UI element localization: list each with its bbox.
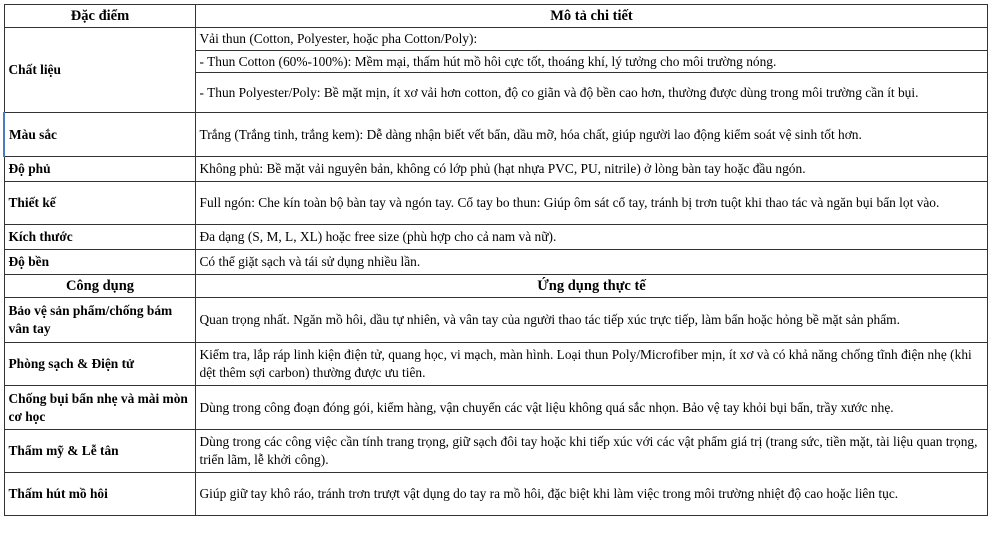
material-line-1[interactable]: Vải thun (Cotton, Polyester, hoặc pha Cotton/Poly): xyxy=(195,28,987,51)
feature-desc[interactable]: Có thể giặt sạch và tái sử dụng nhiều lần. xyxy=(195,250,987,275)
usage-desc[interactable]: Giúp giữ tay khô ráo, tránh trơn trượt vật dụng do tay ra mồ hôi, đặc biệt khi làm việc trong môi trường nhiệt độ cao hoặc liên tục. xyxy=(195,473,987,516)
feature-desc[interactable]: Full ngón: Che kín toàn bộ bàn tay và ngón tay. Cổ tay bo thun: Giúp ôm sát cổ tay, tránh bị trơn tuột khi thao tác và ngăn bụi bẩn lọt vào. xyxy=(195,182,987,225)
feature-label[interactable]: Kích thước xyxy=(4,225,195,250)
header-feature[interactable]: Đặc điểm xyxy=(4,5,195,28)
usage-label[interactable]: Thẩm mỹ & Lễ tân xyxy=(4,430,195,473)
usage-label[interactable]: Bảo vệ sản phẩm/chống bám vân tay xyxy=(4,298,195,343)
feature-desc[interactable]: Đa dạng (S, M, L, XL) hoặc free size (phù hợp cho cả nam và nữ). xyxy=(195,225,987,250)
material-label[interactable]: Chất liệu xyxy=(4,28,195,113)
header-application[interactable]: Ứng dụng thực tế xyxy=(195,275,987,298)
table-row xyxy=(4,473,987,516)
uses-header-row xyxy=(4,275,987,298)
glove-spec-table xyxy=(3,4,988,516)
table-row xyxy=(4,182,987,225)
usage-label[interactable]: Thấm hút mồ hôi xyxy=(4,473,195,516)
table-row xyxy=(4,343,987,386)
usage-desc[interactable]: Dùng trong công đoạn đóng gói, kiểm hàng, vận chuyển các vật liệu không quá sắc nhọn. Bảo vệ tay khỏi bụi bẩn, trầy xước nhẹ. xyxy=(195,386,987,430)
feature-label[interactable]: Thiết kế xyxy=(4,182,195,225)
feature-label[interactable]: Độ phủ xyxy=(4,157,195,182)
table-row xyxy=(4,225,987,250)
header-description[interactable]: Mô tả chi tiết xyxy=(195,5,987,28)
usage-desc[interactable]: Quan trọng nhất. Ngăn mồ hôi, dầu tự nhiên, và vân tay của người thao tác tiếp xúc trực tiếp, làm bẩn hoặc hỏng bề mặt sản phẩm. xyxy=(195,298,987,343)
material-row-1 xyxy=(4,28,987,51)
material-line-3[interactable]: - Thun Polyester/Poly: Bề mặt mịn, ít xơ vải hơn cotton, độ co giãn và độ bền cao hơn, thường được dùng trong môi trường cần ít bụi. xyxy=(195,73,987,113)
table-row xyxy=(4,157,987,182)
feature-desc[interactable]: Không phủ: Bề mặt vải nguyên bản, không có lớp phủ (hạt nhựa PVC, PU, nitrile) ở lòng bàn tay hoặc đầu ngón. xyxy=(195,157,987,182)
usage-desc[interactable]: Kiểm tra, lắp ráp linh kiện điện tử, quang học, vi mạch, màn hình. Loại thun Poly/Microfiber mịn, ít xơ và có khả năng chống tĩnh điện nhẹ (khi dệt thêm sợi carbon) thường được ưu tiên. xyxy=(195,343,987,386)
feature-desc[interactable]: Trắng (Trắng tinh, trắng kem): Dễ dàng nhận biết vết bẩn, dầu mỡ, hóa chất, giúp người lao động kiểm soát vệ sinh tốt hơn. xyxy=(195,113,987,157)
features-header-row xyxy=(4,5,987,28)
header-usage[interactable]: Công dụng xyxy=(4,275,195,298)
usage-label[interactable]: Chống bụi bẩn nhẹ và mài mòn cơ học xyxy=(4,386,195,430)
table-row xyxy=(4,113,987,157)
table-row xyxy=(4,430,987,473)
feature-label[interactable]: Màu sắc xyxy=(4,113,195,157)
usage-desc[interactable]: Dùng trong các công việc cần tính trang trọng, giữ sạch đôi tay hoặc khi tiếp xúc với các vật phẩm giá trị (trang sức, tiền mặt, tài liệu quan trọng, triển lãm, lễ khởi công). xyxy=(195,430,987,473)
material-line-2[interactable]: - Thun Cotton (60%-100%): Mềm mại, thấm hút mồ hôi cực tốt, thoáng khí, lý tưởng cho môi trường nóng. xyxy=(195,51,987,73)
usage-label[interactable]: Phòng sạch & Điện tử xyxy=(4,343,195,386)
feature-label[interactable]: Độ bền xyxy=(4,250,195,275)
table-row xyxy=(4,250,987,275)
table-row xyxy=(4,298,987,343)
table-row xyxy=(4,386,987,430)
